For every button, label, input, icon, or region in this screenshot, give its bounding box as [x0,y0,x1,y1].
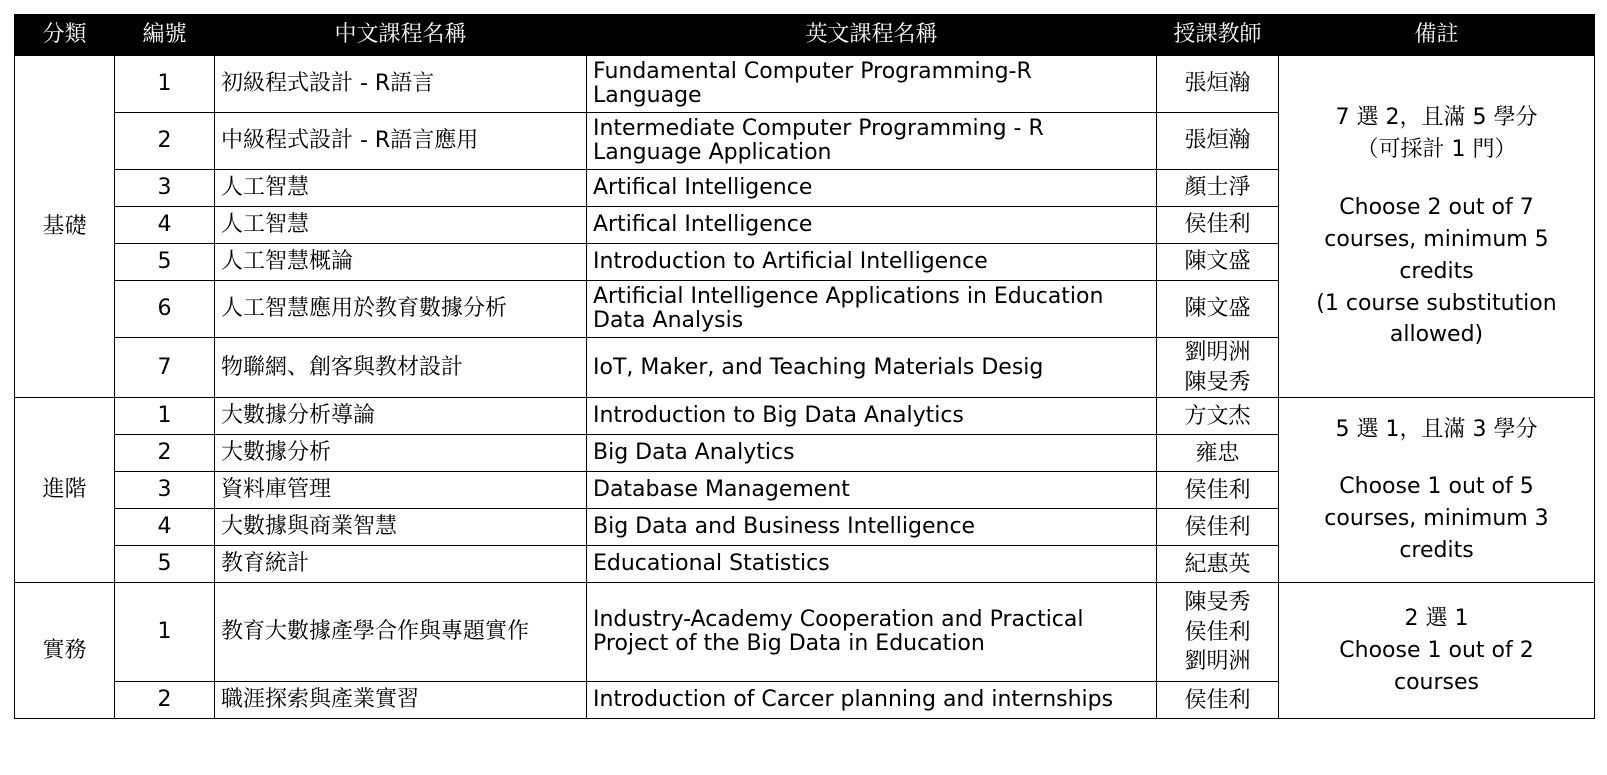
teacher-name: 張烜瀚 [1184,71,1251,97]
english-course-name-line: Big Data and Business Intelligence [593,514,976,540]
course-number-cell: 3 [115,472,215,509]
requirement-note-chinese-line: 7 選 2，且滿 5 學分 [1335,105,1538,131]
english-course-name-cell [587,170,1157,207]
teacher-name: 侯佳利 [1184,212,1251,238]
chinese-course-name-cell: 物聯網、創客與教材設計 [215,338,587,398]
english-course-name-cell [587,244,1157,281]
english-course-name-line: Language Application [593,140,832,165]
teacher-name: 紀惠英 [1184,551,1251,577]
course-number-cell: 4 [115,509,215,546]
teacher-name: 陳旻秀 [1184,589,1251,615]
teacher-cell [1157,56,1279,113]
teacher-cell [1157,207,1279,244]
english-course-name-line: Project of the Big Data in Education [593,631,985,657]
english-course-name-line: Artificial Intelligence Applications in Education [593,283,1104,309]
requirement-note-english-line: credits [1399,538,1474,564]
teacher-name: 侯佳利 [1184,619,1251,645]
english-course-name-cell [587,281,1157,338]
course-number-cell: 2 [115,435,215,472]
teacher-name: 侯佳利 [1184,477,1251,503]
teacher-name: 劉明洲 [1184,649,1251,675]
category-cell: 實務 [15,583,115,719]
english-course-name-line: Introduction to Big Data Analytics [593,403,964,429]
header-english-course-name: 英文課程名稱 [587,15,1157,56]
teacher-name: 侯佳利 [1184,514,1251,540]
english-course-name-line: Data Analysis [593,308,744,333]
english-course-name-cell [587,56,1157,113]
english-course-name-line: Industry-Academy Cooperation and Practical [593,607,1084,633]
header-category: 分類 [15,15,115,56]
requirement-note-english-line: (1 course substitution [1316,290,1557,316]
course-number-cell: 1 [115,398,215,435]
english-course-name-line: Language [593,83,702,108]
chinese-course-name-cell: 初級程式設計 - R語言 [215,56,587,113]
requirement-note-chinese-line: （可採計 1 門） [1356,136,1517,162]
category-cell: 基礎 [15,56,115,398]
teacher-cell [1157,281,1279,338]
course-number-cell: 2 [115,682,215,719]
chinese-course-name-cell: 人工智慧應用於教育數據分析 [215,281,587,338]
note-spacer [1289,166,1584,192]
category-cell: 進階 [15,398,115,583]
teacher-cell [1157,338,1279,398]
requirement-note-english-line: courses, minimum 3 [1324,506,1549,532]
table-row [15,583,1595,682]
requirement-note-chinese-line: 2 選 1 [1404,606,1469,632]
teacher-cell [1157,398,1279,435]
english-course-name-cell [587,338,1157,398]
english-course-name-cell [587,207,1157,244]
chinese-course-name-cell: 人工智慧 [215,170,587,207]
english-course-name-line: Artifical Intelligence [593,174,813,200]
course-number-cell: 5 [115,244,215,281]
english-course-name-cell [587,583,1157,682]
chinese-course-name-cell: 大數據分析 [215,435,587,472]
english-course-name-cell [587,398,1157,435]
teacher-name: 雍忠 [1195,440,1240,466]
english-course-name-cell [587,509,1157,546]
english-course-name-line: IoT, Maker, and Teaching Materials Desig [593,354,1044,380]
header-number: 編號 [115,15,215,56]
chinese-course-name-cell: 人工智慧 [215,207,587,244]
chinese-course-name-cell: 教育大數據產學合作與專題實作 [215,583,587,682]
english-course-name-line: Introduction to Artificial Intelligence [593,248,988,274]
teacher-name: 陳文盛 [1184,296,1251,322]
requirement-note-cell [1279,398,1595,583]
requirement-note-english-line: Choose 1 out of 5 [1339,474,1534,500]
english-course-name-line: Artifical Intelligence [593,211,813,237]
course-number-cell: 2 [115,113,215,170]
english-course-name-line: Intermediate Computer Programming - R [593,115,1044,141]
header-row [15,15,1595,56]
english-course-name-line: Database Management [593,477,850,503]
teacher-name: 顏士淨 [1184,175,1251,201]
header-chinese-course-name: 中文課程名稱 [215,15,587,56]
course-number-cell: 3 [115,170,215,207]
english-course-name-cell [587,546,1157,583]
teacher-cell [1157,472,1279,509]
english-course-name-cell [587,472,1157,509]
requirement-note-english-line: credits [1399,258,1474,284]
header-note: 備註 [1279,15,1595,56]
table-body [15,56,1595,719]
chinese-course-name-cell: 職涯探索與產業實習 [215,682,587,719]
teacher-name: 劉明洲 [1184,340,1251,365]
chinese-course-name-cell: 大數據分析導論 [215,398,587,435]
chinese-course-name-cell: 大數據與商業智慧 [215,509,587,546]
english-course-name-line: Introduction of Carcer planning and internships [593,687,1114,713]
teacher-cell [1157,509,1279,546]
requirement-note-english-line: courses [1393,669,1479,695]
chinese-course-name-cell: 資料庫管理 [215,472,587,509]
chinese-course-name-cell: 人工智慧概論 [215,244,587,281]
requirement-note-english-line: Choose 1 out of 2 [1339,637,1534,663]
table-row [15,398,1595,435]
english-course-name-line: Big Data Analytics [593,440,795,466]
english-course-name-line: Fundamental Computer Programming-R [593,58,1032,84]
course-number-cell: 6 [115,281,215,338]
course-table [14,14,1595,719]
requirement-note-english-line: Choose 2 out of 7 [1339,194,1534,220]
teacher-name: 侯佳利 [1184,687,1251,713]
english-course-name-line: Educational Statistics [593,551,830,577]
course-number-cell: 4 [115,207,215,244]
english-course-name-cell [587,113,1157,170]
table-header [15,15,1595,56]
requirement-note-cell [1279,56,1595,398]
teacher-name: 張烜瀚 [1184,128,1251,154]
requirement-note-english-line: allowed) [1389,322,1484,348]
teacher-cell [1157,583,1279,682]
english-course-name-cell [587,682,1157,719]
chinese-course-name-cell: 教育統計 [215,546,587,583]
table-row [15,56,1595,113]
teacher-name: 陳旻秀 [1184,369,1251,395]
header-teacher: 授課教師 [1157,15,1279,56]
requirement-note-chinese-line: 5 選 1，且滿 3 學分 [1335,416,1538,442]
course-number-cell: 7 [115,338,215,398]
teacher-cell [1157,546,1279,583]
course-number-cell: 5 [115,546,215,583]
teacher-cell [1157,682,1279,719]
teacher-name: 方文杰 [1184,403,1251,429]
chinese-course-name-cell: 中級程式設計 - R語言應用 [215,113,587,170]
teacher-cell [1157,170,1279,207]
requirement-note-cell [1279,583,1595,719]
note-spacer [1289,445,1584,471]
teacher-cell [1157,435,1279,472]
teacher-name: 陳文盛 [1184,249,1251,275]
requirement-note-english-line: courses, minimum 5 [1324,226,1549,252]
course-table-container [14,14,1595,719]
english-course-name-cell [587,435,1157,472]
teacher-cell [1157,244,1279,281]
course-number-cell: 1 [115,56,215,113]
teacher-cell [1157,113,1279,170]
course-number-cell: 1 [115,583,215,682]
